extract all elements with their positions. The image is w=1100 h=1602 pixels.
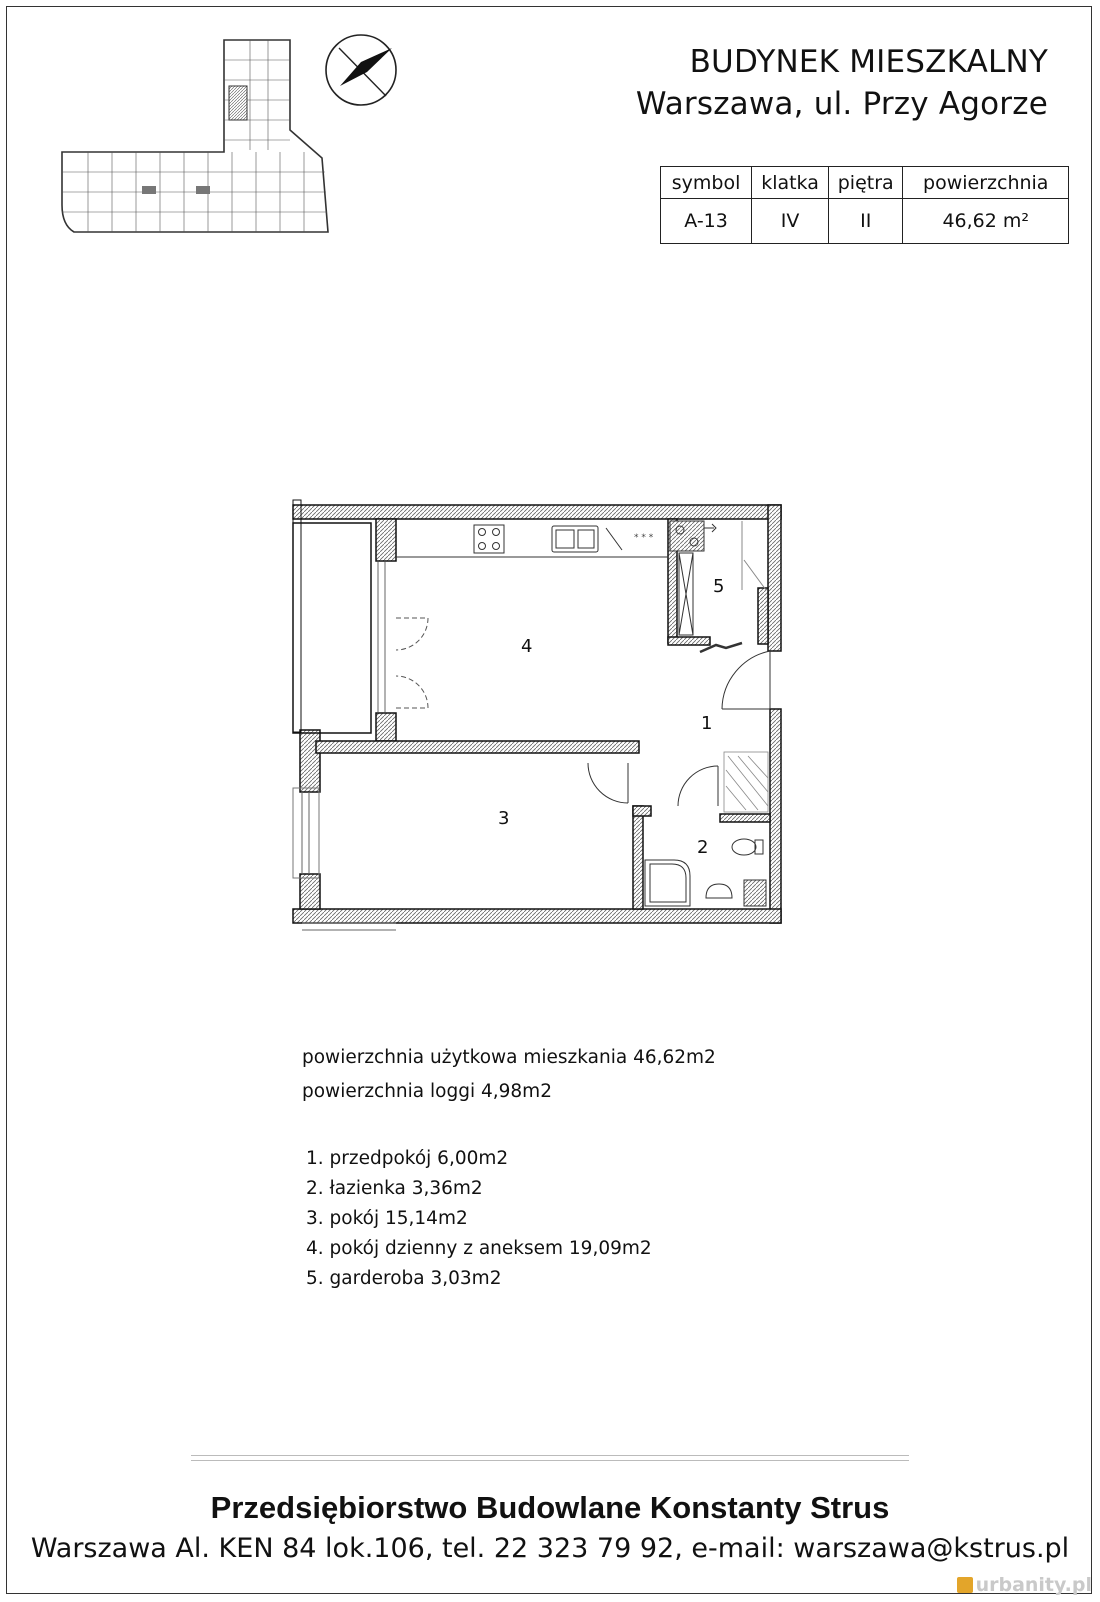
column-header-klatka: klatka — [752, 167, 829, 199]
building-address: Warszawa, ul. Przy Agorze — [635, 86, 1048, 122]
column-header-symbol: symbol — [661, 167, 752, 199]
value-klatka: IV — [752, 199, 829, 244]
north-arrow-compass — [326, 35, 396, 105]
usable-area-text: powierzchnia użytkowa mieszkania 46,62m2 — [302, 1047, 716, 1068]
room-label-3: 3 — [498, 808, 510, 829]
svg-text:* * *: * * * — [634, 533, 654, 543]
watermark-text: urbanity.pl — [975, 1574, 1092, 1596]
building-title: BUDYNEK MIESZKALNY — [689, 44, 1048, 80]
watermark — [957, 1574, 1092, 1596]
column-header-pietra: piętra — [828, 167, 903, 199]
room-list-item: 2. łazienka 3,36m2 — [306, 1178, 483, 1199]
room-list-item: 1. przedpokój 6,00m2 — [306, 1148, 509, 1169]
loggia-area-text: powierzchnia loggi 4,98m2 — [302, 1081, 552, 1102]
value-powierzchnia: 46,62 m² — [903, 199, 1069, 244]
room-list-item: 5. garderoba 3,03m2 — [306, 1268, 502, 1289]
company-name: Przedsiębiorstwo Budowlane Konstanty Strus — [210, 1490, 890, 1525]
room-label-2: 2 — [697, 837, 709, 858]
room-label-4: 4 — [521, 636, 533, 657]
column-header-powierzchnia: powierzchnia — [903, 167, 1069, 199]
key-plan-drawing — [62, 40, 328, 232]
room-list-item: 3. pokój 15,14m2 — [306, 1208, 468, 1229]
room-list — [306, 1144, 652, 1294]
value-symbol: A-13 — [661, 199, 752, 244]
room-label-1: 1 — [701, 713, 713, 734]
company-contact: Warszawa Al. KEN 84 lok.106, tel. 22 323 79 92, e-mail: warszawa@kstrus.pl — [30, 1533, 1070, 1564]
urbanity-logo-icon — [957, 1577, 973, 1593]
apartment-floor-plan — [293, 500, 781, 930]
room-list-item: 4. pokój dzienny z aneksem 19,09m2 — [306, 1238, 652, 1259]
footer-divider — [191, 1455, 909, 1461]
room-label-5: 5 — [713, 576, 725, 597]
value-pietra: II — [828, 199, 903, 244]
